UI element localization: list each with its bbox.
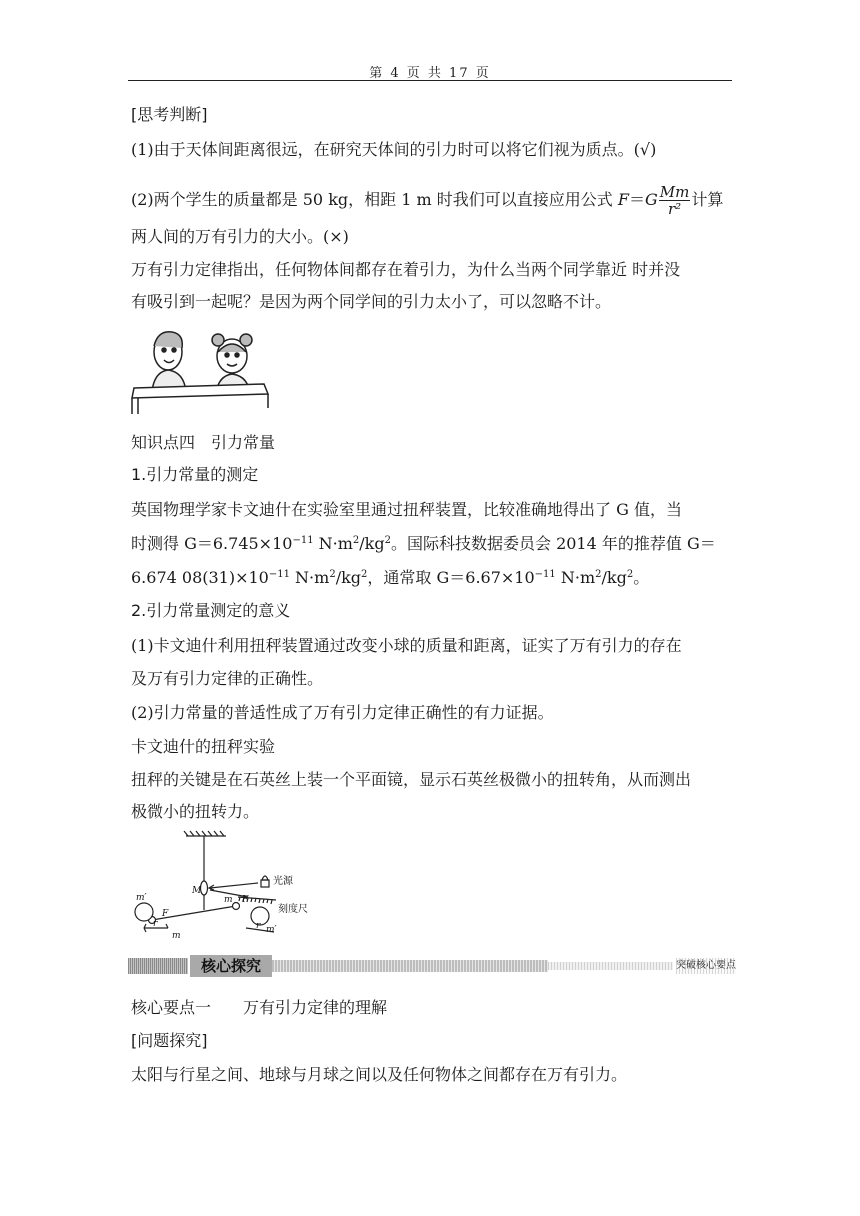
- para1-line3: [131, 567, 649, 589]
- para2-line1: (1)卡文迪什利用扭秤装置通过改变小球的质量和距离，证实了万有引力的存在: [131, 636, 682, 655]
- formula-numerator: Mm: [659, 183, 690, 201]
- formula-F: F: [617, 190, 629, 209]
- exp: 2: [626, 569, 634, 580]
- judge-item-1: (1)由于天体间距离很远，在研究天体间的引力时可以将它们视为质点。(√): [131, 140, 657, 159]
- think-judge-title: [思考判断]: [131, 105, 208, 124]
- judge-item-2-tail: 计算: [691, 190, 724, 209]
- exp: −11: [268, 569, 290, 580]
- diagram-label-mprime-right: m′: [266, 925, 277, 935]
- diagram-label-scale: 刻度尺: [278, 904, 308, 915]
- para1-line2: [131, 533, 716, 555]
- knowledge-point-4-heading: 知识点四 引力常量: [131, 433, 276, 452]
- question-inquiry-title: [问题探究]: [131, 1031, 208, 1050]
- torsion-balance-diagram: [128, 830, 312, 942]
- judge-item-2-text: (2)两个学生的质量都是 50 kg，相距 1 m 时我们可以直接应用公式: [131, 190, 618, 209]
- para2-line3: (2)引力常量的普适性成了万有引力定律正确性的有力证据。: [131, 703, 554, 722]
- students-illustration: [128, 322, 270, 418]
- exp: −11: [292, 535, 314, 546]
- core-inquiry-banner: [128, 955, 736, 977]
- exp: 2: [352, 535, 360, 546]
- para1-line3-f: /kg: [601, 568, 627, 587]
- diagram-label-r-right: r: [256, 921, 261, 931]
- formula-eq: ＝: [628, 190, 645, 209]
- judge-item-2-line2: 两人间的万有引力的大小。(×): [131, 227, 349, 246]
- experiment-line1: 扭秤的关键是在石英丝上装一个平面镜，显示石英丝极微小的扭转角，从而测出: [131, 770, 692, 789]
- banner-mid2-decoration: [548, 962, 673, 970]
- exp: 2: [384, 535, 391, 546]
- para1-line1: 英国物理学家卡文迪什在实验室里通过扭秤装置，比较准确地得出了 G 值，当: [131, 500, 682, 519]
- sub-heading-1: 1.引力常量的测定: [131, 465, 259, 484]
- formula-G: G: [644, 190, 658, 209]
- para1-line2-a: 时测得 G＝6.745×10: [131, 534, 293, 553]
- para1-line3-c: /kg: [335, 568, 362, 587]
- exp: 2: [595, 569, 602, 580]
- formula-fraction: [659, 184, 691, 217]
- experiment-line2: 极微小的扭转力。: [131, 802, 260, 821]
- diagram-label-m-right: m: [224, 895, 233, 905]
- core-point-1-heading: 核心要点一 万有引力定律的理解: [131, 998, 388, 1017]
- banner-title: 核心探究: [190, 955, 272, 977]
- sub-heading-2: 2.引力常量测定的意义: [131, 601, 291, 620]
- banner-left-decoration: [128, 958, 188, 974]
- para1-line3-g: 。: [633, 568, 650, 587]
- para1-line3-a: 6.674 08(31)×10: [131, 568, 269, 587]
- note-line-2: 有吸引到一起呢？是因为两个同学间的引力太小了，可以忽略不计。: [131, 292, 612, 311]
- header-rule: [128, 80, 732, 81]
- diagram-label-m-left: m: [172, 931, 181, 941]
- para2-line2: 及万有引力定律的正确性。: [131, 669, 324, 688]
- exp: 2: [361, 569, 368, 580]
- page-header: 第 4 页 共 17 页: [369, 66, 491, 81]
- exp: −11: [534, 569, 556, 580]
- para1-line3-e: N·m: [555, 568, 596, 587]
- para1-line3-b: N·m: [289, 568, 330, 587]
- exp: 2: [329, 569, 336, 580]
- diagram-label-r-left: r: [153, 919, 158, 929]
- diagram-label-light: 光源: [273, 876, 293, 887]
- diagram-label-F-left: F: [162, 909, 169, 919]
- note-line-1: 万有引力定律指出，任何物体间都存在着引力，为什么当两个同学靠近 时并没: [131, 260, 681, 279]
- diagram-label-F-right: F: [242, 895, 249, 905]
- banner-right-label: 突破核心要点: [676, 958, 736, 974]
- diagram-label-M: M: [192, 886, 202, 896]
- experiment-title: 卡文迪什的扭秤实验: [131, 737, 276, 756]
- para1-line2-c: /kg: [359, 534, 385, 553]
- diagram-label-mprime-left: m′: [136, 893, 147, 903]
- banner-mid-decoration: [272, 960, 548, 972]
- formula-denominator: r²: [667, 200, 682, 218]
- question-line-1: 太阳与行星之间、地球与月球之间以及任何物体之间都存在万有引力。: [131, 1065, 628, 1084]
- para1-line2-d: 。国际科技数据委员会 2014 年的推荐值 G＝: [390, 534, 716, 553]
- para1-line2-b: N·m: [313, 534, 353, 553]
- para1-line3-d: ，通常取 G＝6.67×10: [367, 568, 535, 587]
- judge-item-2: [131, 184, 723, 217]
